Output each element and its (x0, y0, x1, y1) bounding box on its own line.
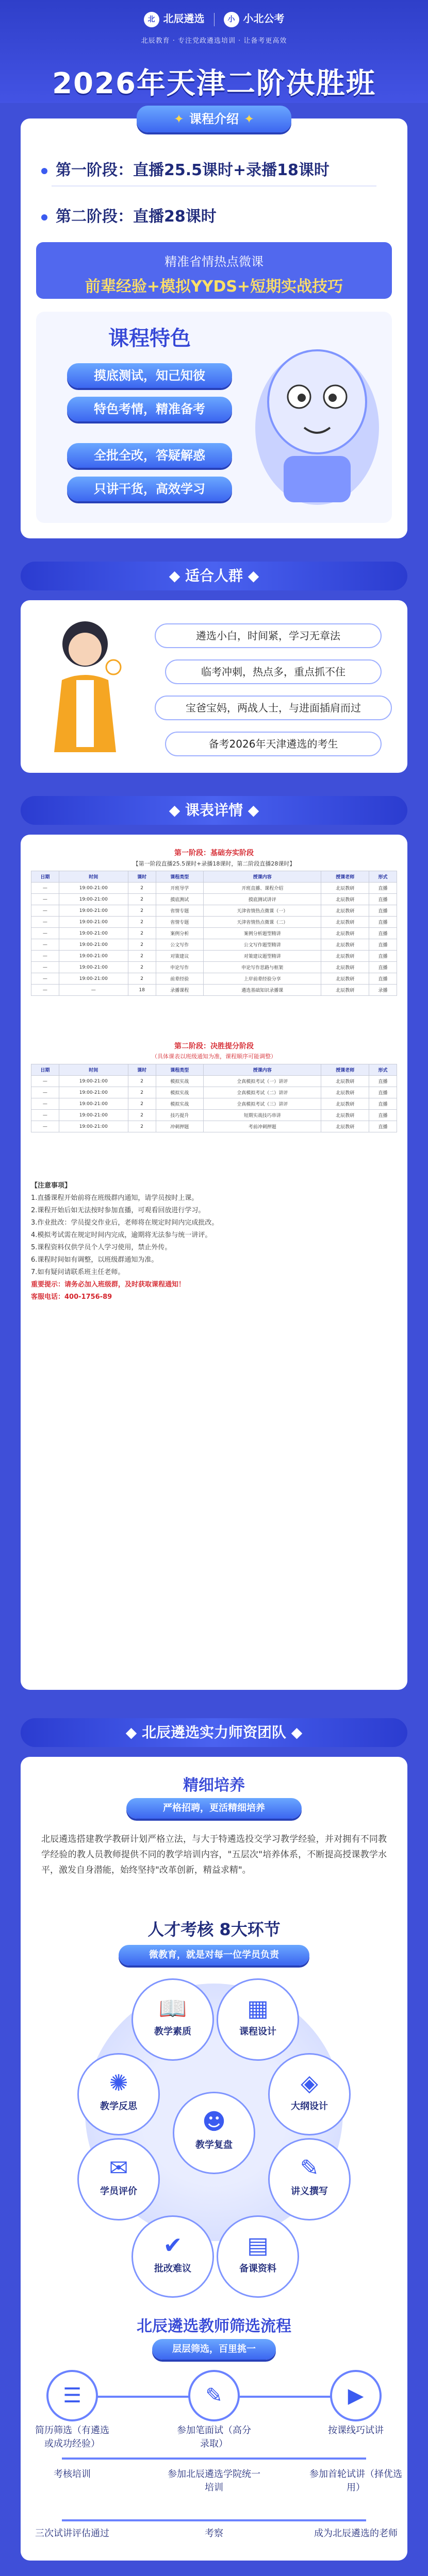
table-cell: 开班导学 (156, 883, 204, 894)
mascot-icon: ☻ (202, 2109, 226, 2135)
table-cell: 直播 (369, 905, 397, 917)
teachers-section-title: ◆ 北辰遴选实力师资团队 ◆ (21, 1718, 407, 1747)
ring-item-4: ✎ 讲义撰写 (268, 2138, 351, 2221)
table-cell: 录播课程 (156, 985, 204, 996)
table-header-3: 课程类型 (156, 1064, 204, 1076)
table-cell: — (31, 985, 59, 996)
table-header-3: 课程类型 (156, 871, 204, 883)
notes-title: 【注意事项】 (31, 1182, 72, 1190)
table-cell: 2 (128, 883, 156, 894)
table-cell: 直播 (369, 928, 397, 939)
table-header-1: 时间 (59, 1064, 128, 1076)
flow-step-1-icon: ☰ (46, 2370, 98, 2421)
table-row (31, 1110, 397, 1121)
intro-section-title: ✦ 课程介绍 ✦ (137, 106, 291, 132)
flow-tag: 层层筛选，百里挑一 (152, 2339, 276, 2360)
table-cell: 全真模拟考试（二）讲评 (204, 1087, 321, 1098)
note-5: 5.课程资料仅供学员个人学习使用，禁止外传。 (31, 1244, 172, 1251)
table-cell: 2 (128, 1087, 156, 1098)
note-6: 6.课程时间如有调整，以班级群通知为准。 (31, 1256, 158, 1264)
table-cell: 19:00-21:00 (59, 928, 128, 939)
flow-step-7: 三次试讲评估通过 (35, 2528, 109, 2539)
table-cell: 2 (128, 894, 156, 905)
table-cell: — (59, 985, 128, 996)
doc-icon: ▤ (247, 2232, 269, 2259)
table-cell: 2 (128, 973, 156, 985)
check-icon: ✔ (163, 2232, 183, 2259)
table-cell: 天津省情热点微课（二） (204, 917, 321, 928)
contact-line: 客服电话：400-1756-89 (31, 1293, 112, 1301)
table-cell: 19:00-21:00 (59, 905, 128, 917)
features-title: 课程特色 (108, 327, 191, 350)
table-cell: 摸底测试讲评 (204, 894, 321, 905)
chat-icon: ✉ (109, 2155, 128, 2181)
table-cell: 2 (128, 939, 156, 951)
audience-3: 宝爸宝妈，两战人士，与进面插肩而过 (155, 696, 392, 720)
feature-1: 摸底测试，知己知彼 (67, 363, 232, 388)
table-cell: 模拟实战 (156, 1098, 204, 1110)
table-cell: 天津省情热点微课（一） (204, 905, 321, 917)
table-cell: 北辰教研 (321, 939, 369, 951)
table-cell: 北辰教研 (321, 1110, 369, 1121)
table-cell: 2 (128, 951, 156, 962)
table-cell: 全真模拟考试（一）讲评 (204, 1076, 321, 1087)
flow-step-3: 按课线巧试讲 (328, 2425, 384, 2436)
table-cell: 冲刺押题 (156, 1121, 204, 1132)
table-cell: 19:00-21:00 (59, 883, 128, 894)
table-row (31, 1087, 397, 1098)
teachers-sub2-tag: 微教育，就是对每一位学员负责 (119, 1945, 309, 1965)
cube-icon: ◈ (301, 2070, 318, 2096)
flow-step-9: 成为北辰遴选的老师 (314, 2528, 398, 2539)
table-cell: — (31, 939, 59, 951)
xiaobei-logo-icon: 小 (224, 12, 239, 27)
table-cell: 2 (128, 962, 156, 973)
table-cell: 19:00-21:00 (59, 962, 128, 973)
feature-3: 全批全改，答疑解惑 (67, 443, 232, 468)
table-cell: 19:00-21:00 (59, 939, 128, 951)
table-header-4: 授课内容 (204, 1064, 321, 1076)
ring-item-8: ✺ 教学反思 (77, 2053, 160, 2136)
notes-highlight: 重要提示：请务必加入班级群，及时获取课程通知！ (31, 1281, 186, 1289)
table-cell: 直播 (369, 962, 397, 973)
table-cell: 19:00-21:00 (59, 894, 128, 905)
table-cell: 模拟实战 (156, 1087, 204, 1098)
pen-icon: ✎ (300, 2155, 319, 2181)
intro-band-line2: 前辈经验+模拟YYDS+短期实战技巧 (85, 278, 343, 296)
table-cell: — (31, 1121, 59, 1132)
book-icon: 📖 (158, 1995, 187, 2022)
brand-right: 小北公考 (243, 12, 285, 25)
ring-center: ☻ 教学复盘 (173, 2092, 255, 2174)
table-cell: 对策建议 (156, 951, 204, 962)
table-cell: 直播 (369, 917, 397, 928)
table-cell: 北辰教研 (321, 1087, 369, 1098)
table-cell: 2 (128, 1110, 156, 1121)
table-cell: 开班直播、课程介绍 (204, 883, 321, 894)
flow-step-1: 简历筛选（有遴选或成功经验） (35, 2425, 109, 2449)
brand-subtitle: 北辰教育 · 专注党政遴选培训 · 让备考更高效 (141, 37, 287, 45)
audience-4: 备考2026年天津遴选的考生 (165, 732, 382, 756)
table-row (31, 939, 397, 951)
stage1-table-sub: 【第一阶段直播25.5课时+录播18课时，第二阶段直播28课时】 (133, 860, 295, 867)
grid-icon: ▦ (247, 1995, 269, 2022)
flow-step-2-icon: ✎ (188, 2370, 240, 2421)
table-cell: 北辰教研 (321, 951, 369, 962)
table-cell: 短期实战技巧串讲 (204, 1110, 321, 1121)
table-cell: 技巧提升 (156, 1110, 204, 1121)
table-cell: 19:00-21:00 (59, 1098, 128, 1110)
note-2: 2.课程开始后如无法按时参加直播，可观看回放进行学习。 (31, 1207, 205, 1214)
table-cell: — (31, 905, 59, 917)
table-header-2: 课时 (128, 1064, 156, 1076)
table-cell: 全真模拟考试（三）讲评 (204, 1098, 321, 1110)
table-cell: 案例分析题型精讲 (204, 928, 321, 939)
table-cell: 19:00-21:00 (59, 917, 128, 928)
table-header-2: 课时 (128, 871, 156, 883)
table-cell: — (31, 1076, 59, 1087)
table-cell: 19:00-21:00 (59, 1087, 128, 1098)
table-header-4: 授课内容 (204, 871, 321, 883)
table-cell: 北辰教研 (321, 1076, 369, 1087)
table-cell: — (31, 917, 59, 928)
table-cell: 直播 (369, 939, 397, 951)
table-cell: 2 (128, 917, 156, 928)
table-row (31, 962, 397, 973)
stage2-line: 第二阶段：直播28课时 (41, 204, 217, 226)
note-1: 1.直播课程开始前将在班级群内通知，请学员按时上课。 (31, 1194, 199, 1202)
flow-step-2: 参加笔面试（高分录取） (177, 2425, 251, 2449)
table-cell: 北辰教研 (321, 905, 369, 917)
table-cell: 19:00-21:00 (59, 951, 128, 962)
table-cell: 案例分析 (156, 928, 204, 939)
table-cell: 直播 (369, 1121, 397, 1132)
table-cell: 19:00-21:00 (59, 973, 128, 985)
table-cell: 直播 (369, 1087, 397, 1098)
flow-step-8: 考察 (205, 2528, 223, 2539)
ring-item-5: ▤ 备课资料 (217, 2215, 299, 2298)
bulb-icon: ✺ (109, 2070, 128, 2096)
table-cell: — (31, 973, 59, 985)
note-7: 7.如有疑问请联系班主任老师。 (31, 1268, 125, 1276)
page-title: 2026年天津二阶决胜班 (52, 67, 376, 100)
table-cell: 北辰教研 (321, 917, 369, 928)
stage2-table-title: 第二阶段：决胜提分阶段 (174, 1042, 254, 1050)
teachers-sub2: 人才考核 8大环节 (147, 1920, 281, 1939)
table-row (31, 1121, 397, 1132)
brand-logo-icon: 北 (144, 12, 159, 27)
table-cell: 申论写作思路与框架 (204, 962, 321, 973)
table-row (31, 905, 397, 917)
table-row (31, 917, 397, 928)
table-cell: 摸底测试 (156, 894, 204, 905)
table-cell: — (31, 951, 59, 962)
table-cell: 录播 (369, 985, 397, 996)
schedule-section-title: ◆ 课表详情 ◆ (21, 796, 407, 825)
audience-2: 临考冲刺，热点多，重点抓不住 (165, 659, 382, 684)
table-header-6: 形式 (369, 1064, 397, 1076)
mascot-illustration (248, 325, 387, 515)
table-header-1: 时间 (59, 871, 128, 883)
table-cell: 直播 (369, 883, 397, 894)
brand-left: 北辰遴选 (163, 12, 205, 25)
table-cell: 前辈经验 (156, 973, 204, 985)
table-cell: 18 (128, 985, 156, 996)
table-header-5: 授课老师 (321, 1064, 369, 1076)
table-cell: — (31, 1110, 59, 1121)
stage1-line: 第一阶段：直播25.5课时+录播18课时 (41, 157, 330, 180)
stage2-table-note: （具体课表以班级通知为准，课程顺序可能调整） (152, 1053, 276, 1060)
table-row (31, 894, 397, 905)
table-cell: 对策建议题型精讲 (204, 951, 321, 962)
table-cell: 省情专题 (156, 917, 204, 928)
feature-2: 特色考情，精准备考 (67, 397, 232, 421)
flow-step-3-icon: ▶ (330, 2370, 382, 2421)
table-cell: 北辰教研 (321, 928, 369, 939)
ring-item-3: ◈ 大纲设计 (268, 2053, 351, 2136)
table-cell: 省情专题 (156, 905, 204, 917)
table-row (31, 928, 397, 939)
schedule-table-stage2 (31, 1064, 397, 1132)
table-row (31, 1098, 397, 1110)
table-cell: 模拟实战 (156, 1076, 204, 1087)
table-row (31, 985, 397, 996)
student-illustration (31, 613, 139, 762)
flow-step-5: 参加北辰遴选学院统一培训 (168, 2469, 260, 2493)
table-cell: 北辰教研 (321, 894, 369, 905)
table-cell: 直播 (369, 894, 397, 905)
table-cell: — (31, 1087, 59, 1098)
table-cell: 2 (128, 928, 156, 939)
table-cell: 直播 (369, 1076, 397, 1087)
flow-step-4: 考核培训 (54, 2469, 91, 2480)
table-header-6: 形式 (369, 871, 397, 883)
table-cell: 19:00-21:00 (59, 1110, 128, 1121)
table-header-5: 授课老师 (321, 871, 369, 883)
table-cell: 北辰教研 (321, 962, 369, 973)
table-cell: — (31, 928, 59, 939)
audience-section-title: ◆ 适合人群 ◆ (21, 562, 407, 590)
table-cell: — (31, 883, 59, 894)
table-cell: 考前冲刺押题 (204, 1121, 321, 1132)
table-cell: 遴选基础知识录播课 (204, 985, 321, 996)
stage1-table-title: 第一阶段：基础夯实阶段 (174, 849, 254, 857)
table-cell: 北辰教研 (321, 973, 369, 985)
table-cell: 直播 (369, 973, 397, 985)
table-cell: 19:00-21:00 (59, 1076, 128, 1087)
table-cell: 公文写作 (156, 939, 204, 951)
feature-4: 只讲干货，高效学习 (67, 477, 232, 501)
schedule-notes (31, 1180, 397, 1303)
table-cell: 北辰教研 (321, 1098, 369, 1110)
brand-row (0, 10, 428, 27)
ring-item-2: ▦ 课程设计 (217, 1978, 299, 2061)
schedule-table-stage1 (31, 871, 397, 996)
table-cell: 2 (128, 1098, 156, 1110)
table-cell: — (31, 894, 59, 905)
table-cell: 北辰教研 (321, 883, 369, 894)
table-cell: 上岸前辈经验分享 (204, 973, 321, 985)
table-cell: 公文写作题型精讲 (204, 939, 321, 951)
table-row (31, 973, 397, 985)
table-cell: 2 (128, 905, 156, 917)
table-header-0: 日期 (31, 1064, 59, 1076)
teachers-sub1: 精细培养 (183, 1776, 245, 1794)
table-cell: 北辰教研 (321, 985, 369, 996)
intro-band-line1: 精准省情热点微课 (164, 255, 264, 269)
teachers-sub1-tag: 严格招聘，更活精细培养 (126, 1798, 302, 1819)
note-4: 4.模拟考试需在规定时间内完成，逾期将无法参与统一讲评。 (31, 1231, 212, 1239)
intro-band (36, 242, 392, 299)
table-header-0: 日期 (31, 871, 59, 883)
table-cell: 北辰教研 (321, 1121, 369, 1132)
ring-item-6: ✔ 批改难议 (131, 2215, 214, 2298)
table-cell: 2 (128, 1076, 156, 1087)
table-cell: 直播 (369, 1110, 397, 1121)
table-row (31, 1076, 397, 1087)
teachers-desc: 北辰遴选搭建教学教研计划严格立法，与大于特遴选投交学习教学经验，并对拥有不同教学经验的教人员教师提供不同的教学培训内容，"五层次"培养体系，不断提高授课教学水平，激发自身潜能，始终坚持"改革创新，精益求精"。 (41, 1834, 387, 1875)
audience-1: 遴选小白，时间紧，学习无章法 (155, 623, 382, 648)
table-cell: 直播 (369, 951, 397, 962)
ring-item-1: 📖 教学素质 (131, 1978, 214, 2061)
ring-item-7: ✉ 学员评价 (77, 2138, 160, 2221)
table-cell: — (31, 1098, 59, 1110)
flow-step-6: 参加首轮试讲（择优选用） (309, 2469, 402, 2493)
flow-title: 北辰遴选教师筛选流程 (137, 2317, 291, 2335)
table-row (31, 951, 397, 962)
table-cell: 直播 (369, 1098, 397, 1110)
table-cell: 19:00-21:00 (59, 1121, 128, 1132)
note-3: 3.作业批改：学员提交作业后，老师将在规定时间内完成批改。 (31, 1219, 219, 1227)
table-cell: 申论写作 (156, 962, 204, 973)
table-cell: — (31, 962, 59, 973)
table-cell: 2 (128, 1121, 156, 1132)
table-row (31, 883, 397, 894)
